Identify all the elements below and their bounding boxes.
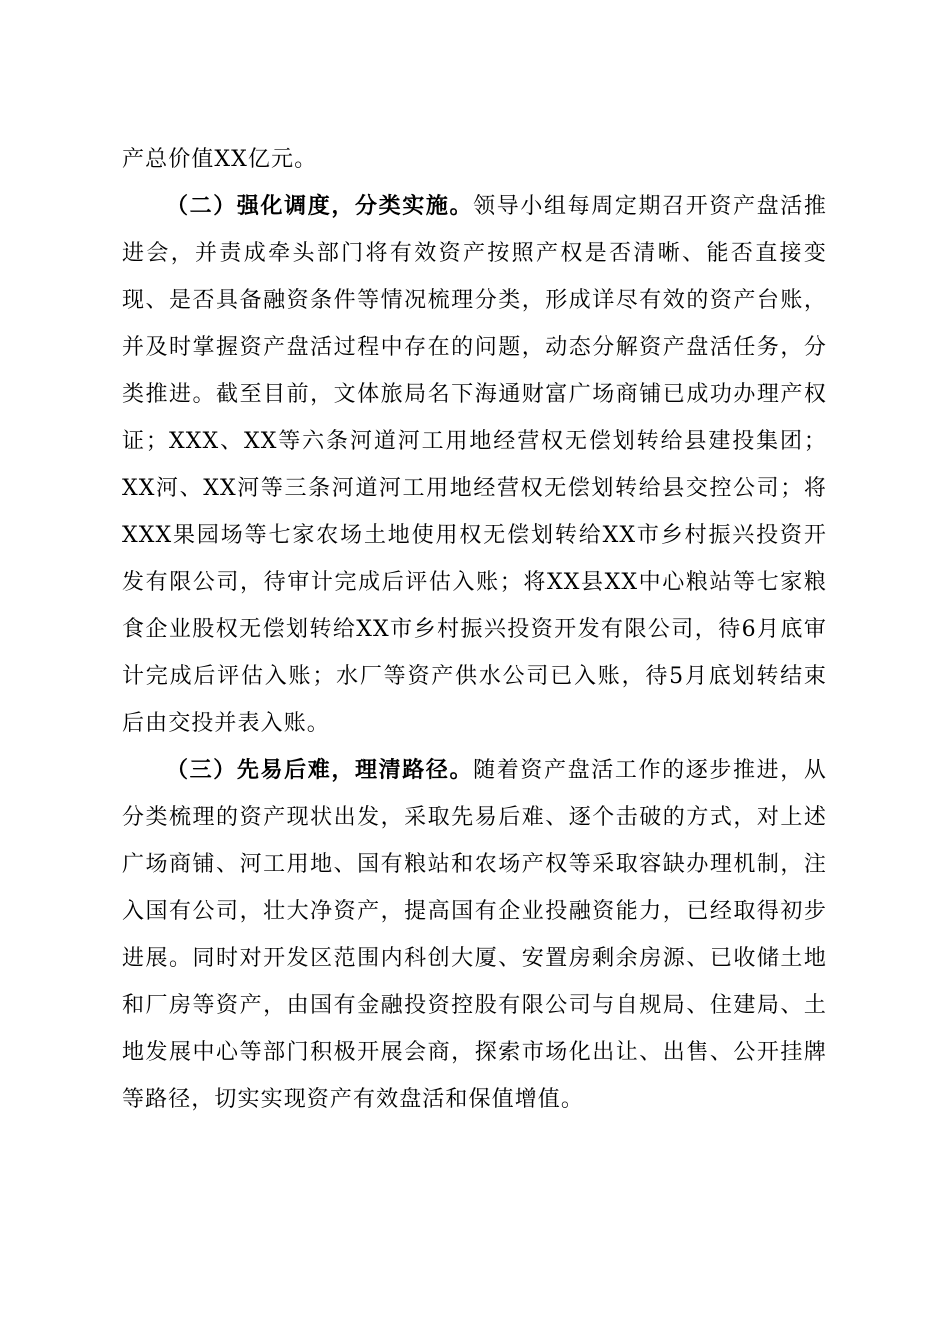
section-2-body: 领导小组每周定期召开资产盘活推进会，并责成牵头部门将有效资产按照产权是否清晰、能否直接变现、是否具备融资条件等情况梳理分类，形成详尽有效的资产台账，并及时掌握资产盘活过程中存在的问题，动态分解资产盘活任务，分类推进。截至目前，文体旅局名下海通财富广场商铺已成功办理产权证；XXX、XX等六条河道河工用地经营权无偿划转给县建投集团；XX河、XX河等三条河道河工用地经营权无偿划转给县交控公司；将XXX果园场等七家农场土地使用权无偿划转给XX市乡村振兴投资开发有限公司，待审计完成后评估入账；将XX县XX中心粮站等七家粮食企业股权无偿划转给XX市乡村振兴投资开发有限公司，待6月底审计完成后评估入账；水厂等资产供水公司已入账，待5月底划转结束后由交投并表入账。 [122, 194, 827, 736]
continuation-line: 产总价值XX亿元。 [122, 147, 318, 172]
section-3-heading: （三）先易后难，理清路径。 [166, 757, 474, 783]
section-3-body: 随着资产盘活工作的逐步推进，从分类梳理的资产现状出发，采取先易后难、逐个击破的方式，对上述广场商铺、河工用地、国有粮站和农场产权等采取容缺办理机制，注入国有公司，壮大净资产，提高国有企业投融资能力，已经取得初步进展。同时对开发区范围内科创大厦、安置房剩余房源、已收储土地和厂房等资产，由国有金融投资控股有限公司与自规局、住建局、土地发展中心等部门积极开展会商，探索市场化出让、出售、公开挂牌等路径，切实实现资产有效盘活和保值增值。 [122, 758, 827, 1112]
paragraph-section-2 [122, 183, 827, 747]
document-body [122, 136, 827, 1123]
section-2-heading: （二）强化调度，分类实施。 [166, 193, 474, 219]
paragraph-section-3 [122, 747, 827, 1123]
